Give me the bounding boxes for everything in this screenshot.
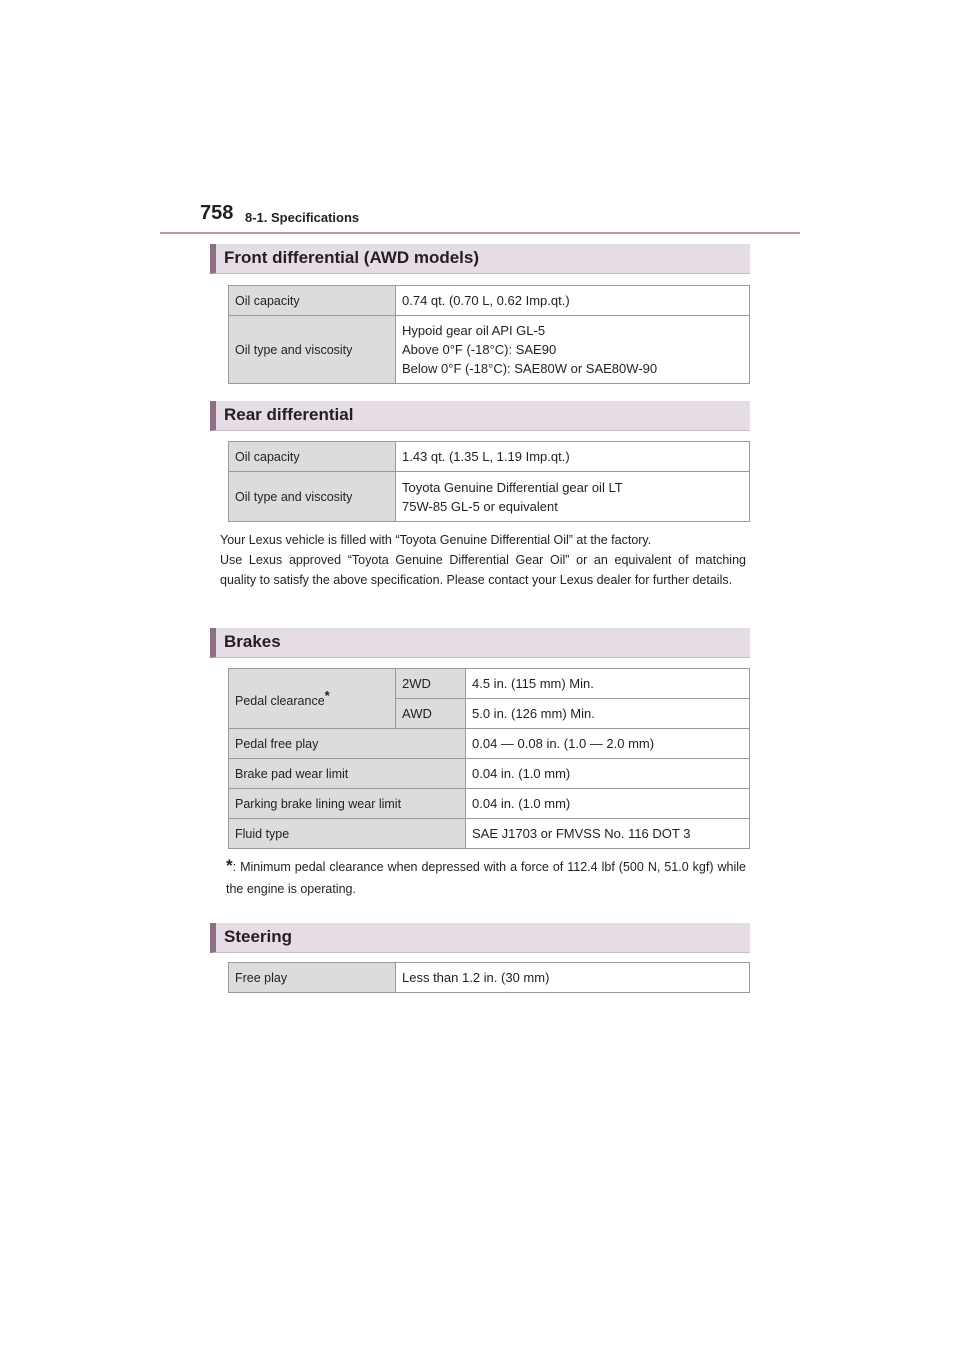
sub-row-label: 2WD (396, 669, 466, 699)
row-value (396, 286, 750, 316)
approved-oil-note: Use Lexus approved “Toyota Genuine Differential Gear Oil” or an equivalent of matching quality to satisfy the above specification. Please contact your Lexus dealer for further details. (220, 553, 746, 587)
rear-differential-table (228, 441, 750, 522)
row-label (229, 669, 396, 729)
table-row (229, 819, 750, 849)
table-row (229, 963, 750, 993)
table-row (229, 442, 750, 472)
row-label: Oil capacity (229, 286, 396, 316)
row-label: Free play (229, 963, 396, 993)
brakes-table (228, 668, 750, 849)
value-line: Toyota Genuine Differential gear oil LT (402, 479, 623, 495)
table-row (229, 759, 750, 789)
row-label: Brake pad wear limit (229, 759, 466, 789)
row-value: 5.0 in. (126 mm) Min. (466, 699, 750, 729)
row-value: 0.04 in. (1.0 mm) (466, 789, 750, 819)
value-line: 75W-85 GL-5 or equivalent (402, 498, 558, 514)
section-header-rear-differential: Rear differential (210, 401, 750, 431)
table-row (229, 669, 750, 699)
pedal-clearance-footnote (226, 855, 746, 900)
row-value: Less than 1.2 in. (30 mm) (396, 963, 750, 993)
row-value: 0.04 — 0.08 in. (1.0 — 2.0 mm) (466, 729, 750, 759)
row-value (396, 316, 750, 384)
section-header-steering: Steering (210, 923, 750, 953)
table-row (229, 789, 750, 819)
header-rule (160, 232, 800, 234)
row-label: Oil capacity (229, 442, 396, 472)
sub-row-label: AWD (396, 699, 466, 729)
chapter-title: 8-1. Specifications (245, 210, 360, 225)
row-label: Pedal free play (229, 729, 466, 759)
factory-fill-note: Your Lexus vehicle is filled with “Toyota Genuine Differential Oil” at the factory. (220, 533, 652, 547)
row-value: SAE J1703 or FMVSS No. 116 DOT 3 (466, 819, 750, 849)
value-line: 1.43 qt. (1.35 L, 1.19 Imp.qt.) (402, 449, 570, 464)
row-value (396, 442, 750, 472)
front-differential-table (228, 285, 750, 384)
row-label: Oil type and viscosity (229, 472, 396, 522)
row-value: 0.04 in. (1.0 mm) (466, 759, 750, 789)
row-value (396, 472, 750, 522)
value-line: Above 0°F (-18°C): SAE90 (402, 342, 557, 357)
footnote-marker: * (324, 688, 330, 704)
section-header-front-differential: Front differential (AWD models) (210, 244, 750, 274)
row-value: 4.5 in. (115 mm) Min. (466, 669, 750, 699)
table-row (229, 729, 750, 759)
table-row (229, 286, 750, 316)
value-line: Below 0°F (-18°C): SAE80W or SAE80W-90 (402, 361, 658, 376)
table-row (229, 472, 750, 522)
value-line: Hypoid gear oil API GL-5 (402, 323, 546, 338)
footnote-mark: * (226, 856, 233, 875)
table-row (229, 316, 750, 384)
page-number: 758 (200, 202, 234, 224)
pedal-clearance-label: Pedal clearance (235, 694, 325, 709)
row-label: Parking brake lining wear limit (229, 789, 466, 819)
steering-table (228, 962, 750, 993)
section-header-brakes: Brakes (210, 628, 750, 658)
row-label: Oil type and viscosity (229, 316, 396, 384)
row-label: Fluid type (229, 819, 466, 849)
value-line: 0.74 qt. (0.70 L, 0.62 Imp.qt.) (402, 293, 570, 308)
footnote-text: : Minimum pedal clearance when depressed with a force of 112.4 lbf (500 N, 51.0 kgf) while the engine is operating. (226, 860, 746, 896)
